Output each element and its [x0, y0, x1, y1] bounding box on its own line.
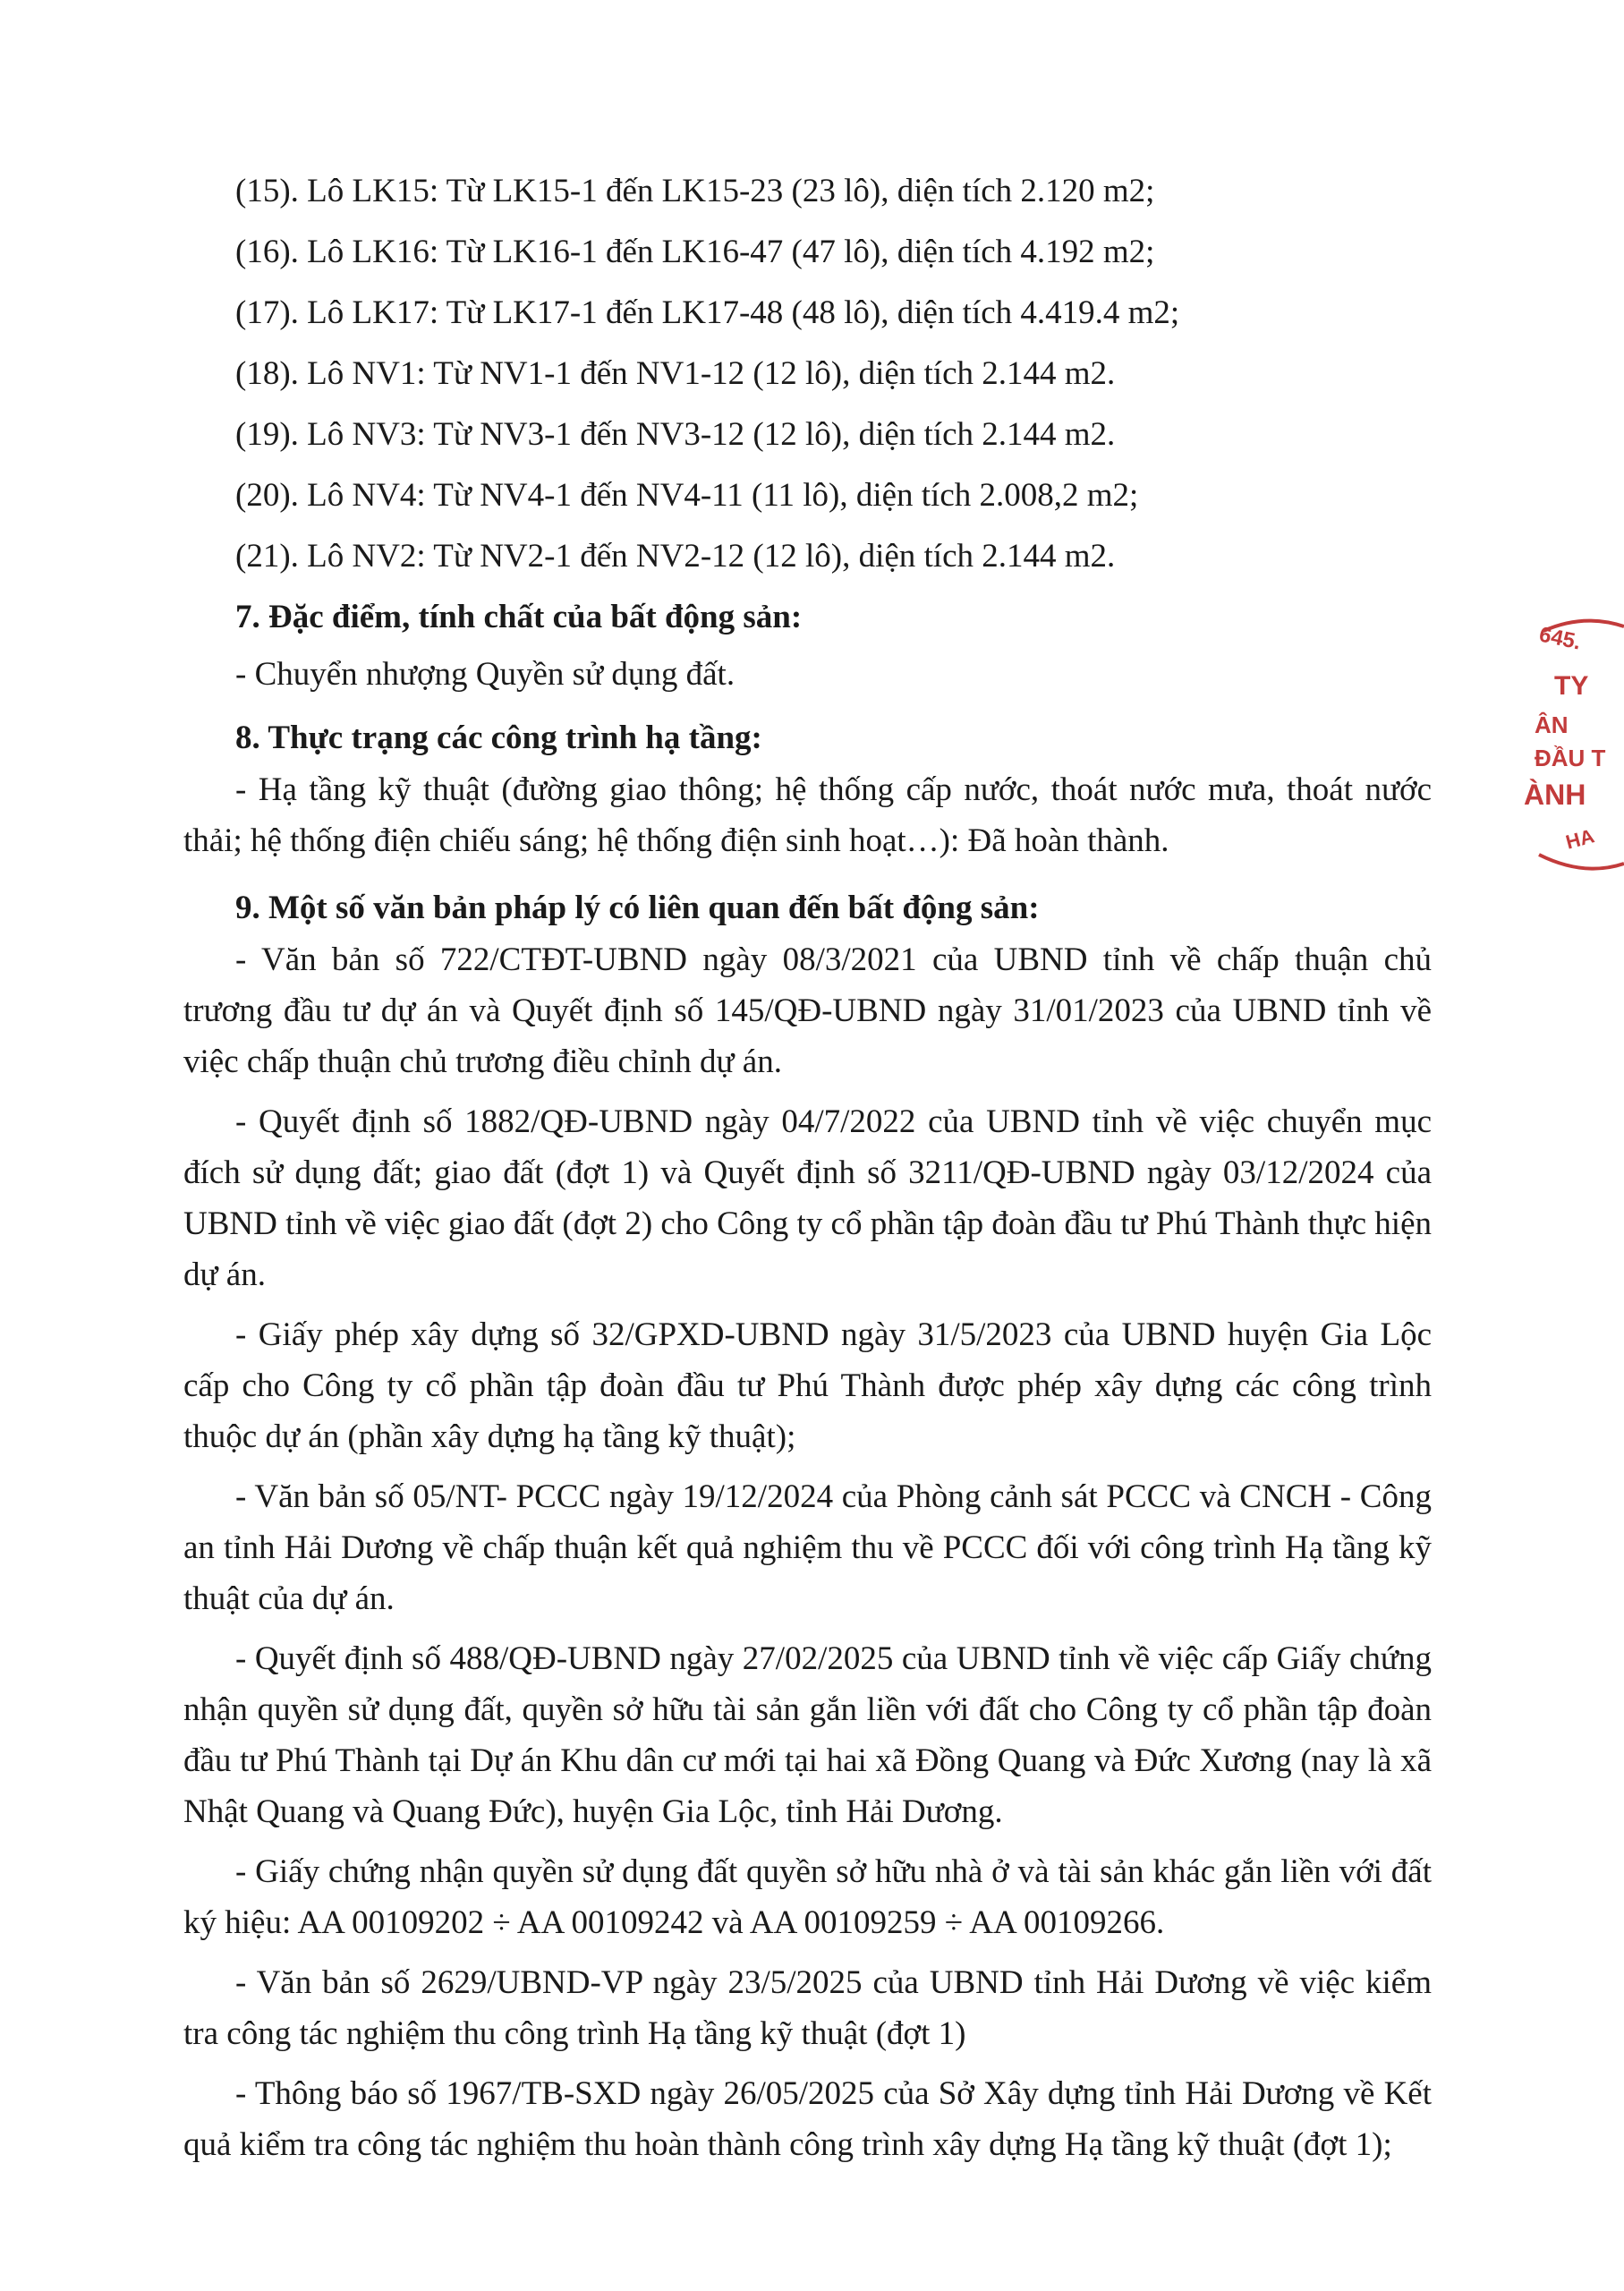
stamp-text-line: ÂN [1535, 711, 1569, 738]
legal-document-item: - Văn bản số 722/CTĐT-UBND ngày 08/3/2021 của UBND tỉnh về chấp thuận chủ trương đầu tư dự án và Quyết định số 145/QĐ-UBND ngày 31/01/2023 của UBND tỉnh về việc chấp thuận chủ trương điều chỉnh dự án. [183, 941, 1432, 1080]
company-stamp [1517, 609, 1624, 895]
legal-document-item: - Quyết định số 488/QĐ-UBND ngày 27/02/2025 của UBND tỉnh về việc cấp Giấy chứng nhận quyền sử dụng đất, quyền sở hữu tài sản gắn liền với đất cho Công ty cổ phần tập đoàn đầu tư Phú Thành tại Dự án Khu dân cư mới tại hai xã Đồng Quang và Đức Xương (nay là xã Nhật Quang và Quang Đức), huyện Gia Lộc, tỉnh Hải Dương. [183, 1640, 1432, 1830]
lot-item: (20). Lô NV4: Từ NV4-1 đến NV4-11 (11 lô), diện tích 2.008,2 m2; [235, 477, 1139, 514]
stamp-text-line: TY [1554, 671, 1589, 701]
stamp-number: 645. [1536, 622, 1584, 655]
legal-document-item: - Văn bản số 05/NT- PCCC ngày 19/12/2024 của Phòng cảnh sát PCCC và CNCH - Công an tỉnh Hải Dương về chấp thuận kết quả nghiệm thu về PCCC đối với công trình Hạ tầng kỹ thuật của dự án. [183, 1478, 1432, 1617]
lot-item: (17). Lô LK17: Từ LK17-1 đến LK17-48 (48 lô), diện tích 4.419.4 m2; [235, 294, 1180, 331]
lot-item: (15). Lô LK15: Từ LK15-1 đến LK15-23 (23 lô), diện tích 2.120 m2; [235, 173, 1155, 209]
legal-document-item: - Giấy phép xây dựng số 32/GPXD-UBND ngày 31/5/2023 của UBND huyện Gia Lộc cấp cho Công ty cổ phần tập đoàn đầu tư Phú Thành được phép xây dựng các công trình thuộc dự án (phần xây dựng hạ tầng kỹ thuật); [183, 1316, 1432, 1455]
section-7-heading: 7. Đặc điểm, tính chất của bất động sản: [235, 599, 803, 635]
legal-document-item: - Văn bản số 2629/UBND-VP ngày 23/5/2025 của UBND tỉnh Hải Dương về việc kiểm tra công tác nghiệm thu công trình Hạ tầng kỹ thuật (đợt 1) [183, 1964, 1432, 2052]
legal-document-item: - Thông báo số 1967/TB-SXD ngày 26/05/2025 của Sở Xây dựng tỉnh Hải Dương về Kết quả kiểm tra công tác nghiệm thu hoàn thành công trình xây dựng Hạ tầng kỹ thuật (đợt 1); [183, 2075, 1432, 2163]
lot-item: (19). Lô NV3: Từ NV3-1 đến NV3-12 (12 lô), diện tích 2.144 m2. [235, 416, 1116, 453]
section-8-text: - Hạ tầng kỹ thuật (đường giao thông; hệ thống cấp nước, thoát nước mưa, thoát nước thải; hệ thống điện chiếu sáng; hệ thống điện sinh hoạt…): Đã hoàn thành. [183, 771, 1432, 859]
document-body [183, 166, 1432, 2179]
lot-item: (21). Lô NV2: Từ NV2-1 đến NV2-12 (12 lô), diện tích 2.144 m2. [235, 538, 1116, 575]
lot-item: (16). Lô LK16: Từ LK16-1 đến LK16-47 (47 lô), diện tích 4.192 m2; [235, 234, 1155, 270]
stamp-text-line: ĐẦU T [1535, 745, 1606, 771]
legal-document-item: - Quyết định số 1882/QĐ-UBND ngày 04/7/2022 của UBND tỉnh về việc chuyển mục đích sử dụng đất; giao đất (đợt 1) và Quyết định số 3211/QĐ-UBND ngày 03/12/2024 của UBND tỉnh về việc giao đất (đợt 2) cho Công ty cổ phần tập đoàn đầu tư Phú Thành thực hiện dự án. [183, 1103, 1432, 1293]
stamp-text-line: ÀNH [1524, 779, 1586, 811]
section-7-text: - Chuyển nhượng Quyền sử dụng đất. [235, 656, 735, 693]
legal-document-item: - Giấy chứng nhận quyền sử dụng đất quyền sở hữu nhà ở và tài sản khác gắn liền với đất ký hiệu: AA 00109202 ÷ AA 00109242 và AA 00109259 ÷ AA 00109266. [183, 1853, 1432, 1941]
section-9-heading: 9. Một số văn bản pháp lý có liên quan đến bất động sản: [235, 890, 1040, 926]
lot-item: (18). Lô NV1: Từ NV1-1 đến NV1-12 (12 lô), diện tích 2.144 m2. [235, 355, 1116, 392]
stamp-text-line: HA [1563, 824, 1597, 854]
section-8-heading: 8. Thực trạng các công trình hạ tầng: [235, 720, 762, 756]
lot-list [183, 166, 1432, 592]
